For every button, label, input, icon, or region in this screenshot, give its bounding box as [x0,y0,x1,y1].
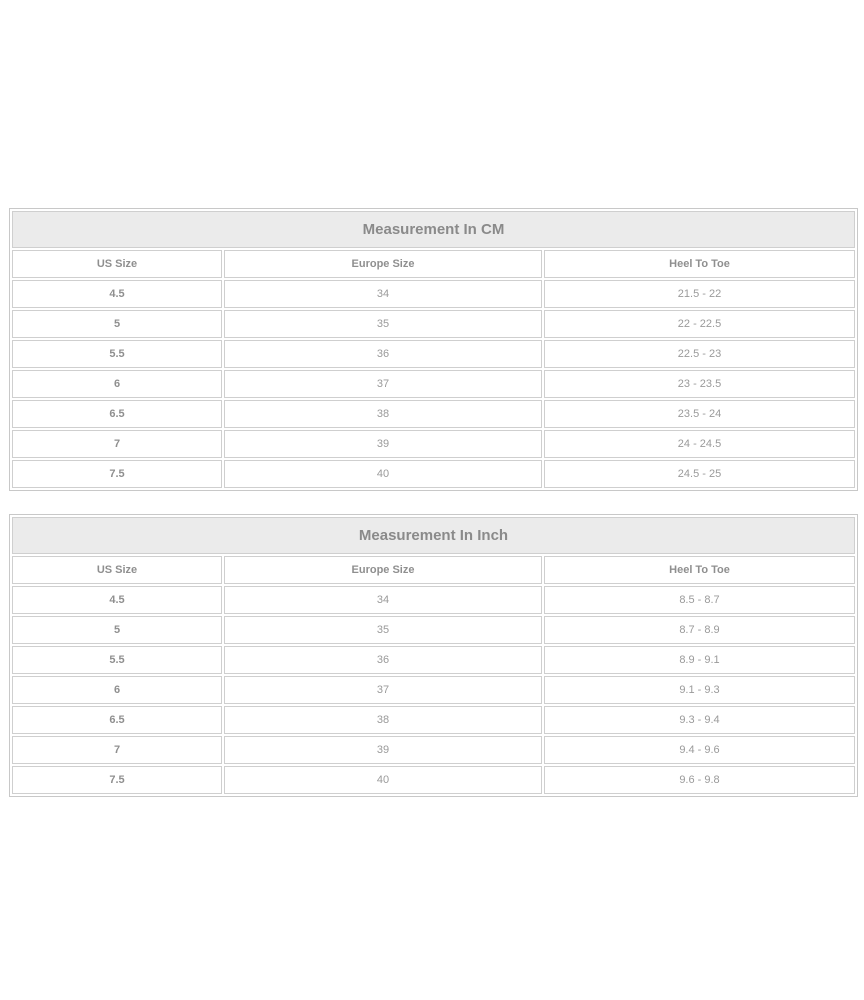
us-size-cell: 5.5 [12,340,222,368]
table-row [12,460,855,488]
table-title-row [12,211,855,248]
heel-to-toe-cell: 21.5 - 22 [544,280,855,308]
table-row [12,310,855,338]
table-title-row [12,517,855,554]
heel-to-toe-cell: 9.1 - 9.3 [544,676,855,704]
heel-to-toe-cell: 23.5 - 24 [544,400,855,428]
us-size-cell: 4.5 [12,280,222,308]
column-header-heel-to-toe: Heel To Toe [544,556,855,584]
us-size-cell: 4.5 [12,586,222,614]
table-row [12,340,855,368]
column-header-heel-to-toe: Heel To Toe [544,250,855,278]
heel-to-toe-cell: 8.7 - 8.9 [544,616,855,644]
europe-size-cell: 37 [224,370,542,398]
size-table-inch [9,514,858,797]
europe-size-cell: 35 [224,310,542,338]
table-row [12,646,855,674]
heel-to-toe-cell: 22 - 22.5 [544,310,855,338]
size-table-cm [9,208,858,491]
europe-size-cell: 37 [224,676,542,704]
table-header-row [12,556,855,584]
table-row [12,430,855,458]
table-row [12,586,855,614]
us-size-cell: 6.5 [12,706,222,734]
table-row [12,736,855,764]
table-row [12,280,855,308]
us-size-cell: 5 [12,616,222,644]
europe-size-cell: 34 [224,280,542,308]
table-title: Measurement In Inch [12,517,855,554]
column-header-europe-size: Europe Size [224,556,542,584]
table-row [12,766,855,794]
europe-size-cell: 35 [224,616,542,644]
us-size-cell: 6 [12,370,222,398]
europe-size-cell: 39 [224,430,542,458]
column-header-us-size: US Size [12,556,222,584]
us-size-cell: 6 [12,676,222,704]
heel-to-toe-cell: 24.5 - 25 [544,460,855,488]
us-size-cell: 5.5 [12,646,222,674]
us-size-cell: 6.5 [12,400,222,428]
europe-size-cell: 34 [224,586,542,614]
heel-to-toe-cell: 8.5 - 8.7 [544,586,855,614]
us-size-cell: 7.5 [12,766,222,794]
us-size-cell: 7 [12,430,222,458]
table-title: Measurement In CM [12,211,855,248]
table-header-row [12,250,855,278]
europe-size-cell: 39 [224,736,542,764]
heel-to-toe-cell: 23 - 23.5 [544,370,855,398]
table-row [12,676,855,704]
us-size-cell: 7 [12,736,222,764]
europe-size-cell: 40 [224,766,542,794]
table-row [12,370,855,398]
europe-size-cell: 36 [224,646,542,674]
heel-to-toe-cell: 22.5 - 23 [544,340,855,368]
heel-to-toe-cell: 8.9 - 9.1 [544,646,855,674]
europe-size-cell: 38 [224,706,542,734]
table-row [12,706,855,734]
us-size-cell: 7.5 [12,460,222,488]
column-header-europe-size: Europe Size [224,250,542,278]
europe-size-cell: 36 [224,340,542,368]
us-size-cell: 5 [12,310,222,338]
column-header-us-size: US Size [12,250,222,278]
table-row [12,616,855,644]
europe-size-cell: 40 [224,460,542,488]
heel-to-toe-cell: 9.3 - 9.4 [544,706,855,734]
europe-size-cell: 38 [224,400,542,428]
table-row [12,400,855,428]
heel-to-toe-cell: 9.4 - 9.6 [544,736,855,764]
heel-to-toe-cell: 9.6 - 9.8 [544,766,855,794]
heel-to-toe-cell: 24 - 24.5 [544,430,855,458]
